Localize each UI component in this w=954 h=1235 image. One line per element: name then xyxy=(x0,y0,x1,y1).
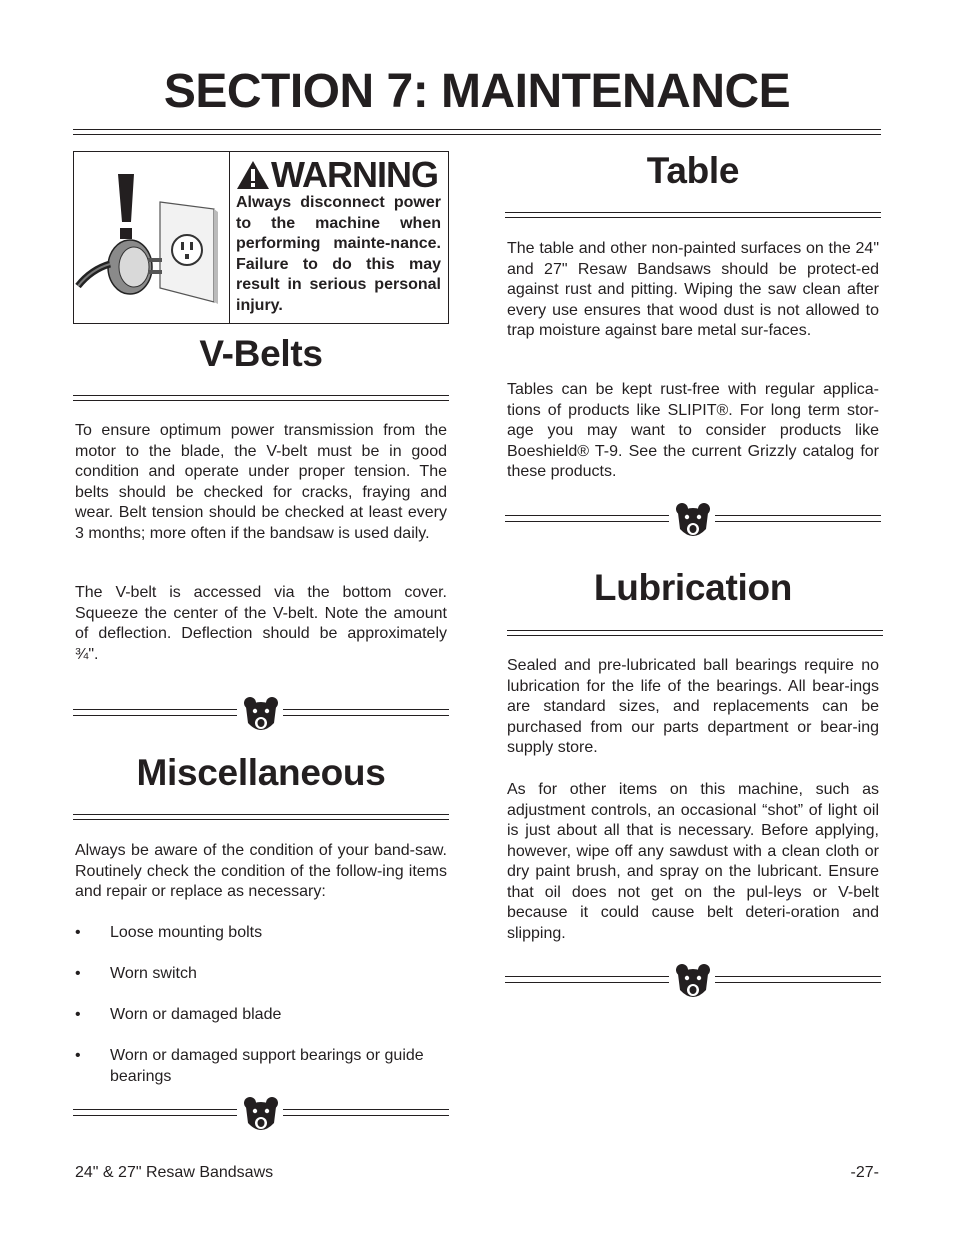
lubrication-paragraph-1: Sealed and pre-lubricated ball bearings require no lubrication for the life of the bearings. All bear-ings are standard sizes, and replacements can be purchased from our parts department or bear-ing supply store. xyxy=(507,657,879,756)
warning-heading xyxy=(236,155,442,195)
warning-heading-text: WARNING xyxy=(271,154,438,195)
section-separator xyxy=(505,962,881,1002)
warning-triangle-icon xyxy=(236,160,270,190)
list-item: • Worn or damaged support bearings or guide bearings xyxy=(75,1047,424,1085)
lubrication-rule xyxy=(507,630,883,636)
vbelts-paragraph-1: To ensure optimum power transmission from the motor to the blade, the V-belt must be in good condition and operate under proper tension. The belts should be checked for cracks, fraying and wear. Belt tension should be checked at least every 3 months; more often if the bandsaw is used daily. xyxy=(75,422,447,542)
bear-logo-icon xyxy=(673,962,713,1002)
misc-heading: Miscellaneous xyxy=(136,752,386,793)
list-item: • Worn or damaged blade xyxy=(75,1006,282,1023)
table-rule xyxy=(505,212,881,218)
table-paragraph-2: Tables can be kept rust-free with regular applica-tions of products like SLIPIT®. For long term stor-age you may want to consider products like Boeshield® T-9. See the current Grizzly catalog for these products. xyxy=(507,381,879,480)
title-rule xyxy=(73,129,881,135)
section-separator xyxy=(73,1095,449,1135)
exclamation-plug-icon xyxy=(74,152,230,323)
list-item: • Loose mounting bolts xyxy=(75,924,263,941)
bear-logo-icon xyxy=(673,501,713,541)
warning-text: Always disconnect power to the machine when performing mainte-nance. Failure to do this may result in serious personal injury. xyxy=(236,194,441,314)
table-heading: Table xyxy=(646,150,740,191)
table-paragraph-1: The table and other non-painted surfaces on the 24" and 27" Resaw Bandsaws should be protect-ed against rust and pitting. Wiping the saw clean after every use ensures that wood dust is not allowed to trap moisture against bare metal sur-faces. xyxy=(507,240,879,339)
lubrication-heading: Lubrication xyxy=(593,567,793,608)
maintenance-checklist xyxy=(75,923,449,1108)
page-number: -27- xyxy=(850,1164,879,1181)
page-title: SECTION 7: MAINTENANCE xyxy=(163,65,791,118)
section-separator xyxy=(505,501,881,541)
section-separator xyxy=(73,695,449,735)
vbelts-rule xyxy=(73,395,449,401)
bear-logo-icon xyxy=(241,695,281,735)
list-item: • Worn switch xyxy=(75,965,197,982)
misc-rule xyxy=(73,814,449,820)
vbelts-paragraph-2: The V-belt is accessed via the bottom cover. Squeeze the center of the V-belt. Note the amount of deflection. Deflection should be approximately ¾". xyxy=(75,584,447,663)
misc-intro: Always be aware of the condition of your band-saw. Routinely check the condition of the follow-ing items and repair or replace as necessary: xyxy=(75,842,447,900)
lubrication-paragraph-2: As for other items on this machine, such as adjustment controls, an occasional “shot” of light oil is just about all that is necessary. Before applying, however, wipe off any sawdust with a clean cloth or dry paint brush, and spray on the lubricant. Ensure that oil does not get on the pul-leys or V-belt because it could cause belt deteri-oration and slipping. xyxy=(507,781,879,942)
bear-logo-icon xyxy=(241,1095,281,1135)
footer-model: 24" & 27" Resaw Bandsaws xyxy=(75,1164,274,1181)
vbelts-heading: V-Belts xyxy=(199,333,323,374)
